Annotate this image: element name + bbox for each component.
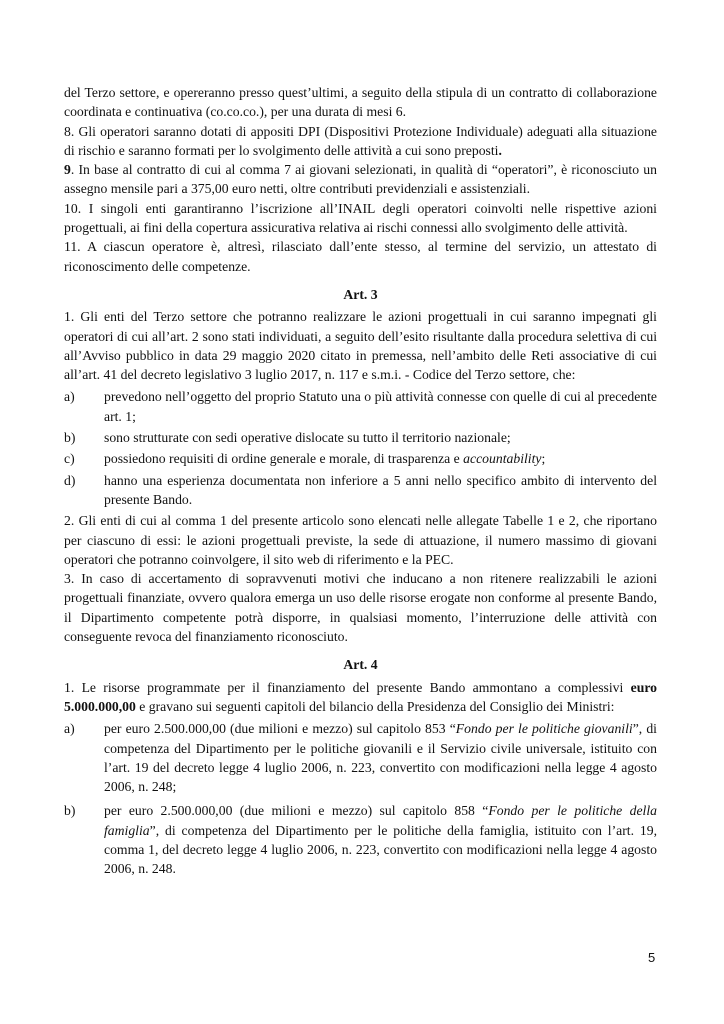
text-run: euro 5.000.000,00 [64,679,657,714]
text-run: 11. A ciascun operatore è, altresì, rilasciato dall’ente stesso, al termine del servizio, un attestato di riconoscimento delle competenze. [64,239,657,274]
page-number: 5 [648,950,656,965]
list-item [64,471,657,510]
list-item [64,428,657,447]
text-run: prevedono nell’oggetto del proprio Statuto una o più attività connesse con quelle di cui al precedente art. 1; [104,389,657,424]
intro-section [64,83,657,276]
intro-paragraph [64,199,657,238]
text-run: possiedono requisiti di ordine generale e morale, di trasparenza e [104,451,464,467]
text-run: e gravano sui seguenti capitoli del bilancio della Presidenza del Consiglio dei Ministri: [135,698,615,714]
text-run: . In base al contratto di cui al comma 7 ai giovani selezionati, in qualità di “operatori”, è riconosciuto un assegno mensile pari a 375,00 euro netti, oltre contributi previdenziali e assistenziali. [64,162,657,197]
list-item [64,449,657,468]
text-run: sono strutturate con sedi operative dislocate su tutto il territorio nazionale; [104,430,511,446]
intro-paragraph [64,237,657,276]
text-run: ”, di competenza del Dipartimento per le politiche della famiglia, istituito con l’art. 19, comma 1, del decreto legge 4 luglio 2006, n. 223, convertito con modificazioni nella legge 4 agosto 2006, n. 248. [104,822,657,877]
text-run: 1. Le risorse programmate per il finanziamento del presente Bando ammontano a complessivi [64,679,631,695]
list-item-label: b) [64,803,76,819]
text-run: per euro 2.500.000,00 (due milioni e mezzo) sul capitolo 858 “ [104,803,489,819]
list-item [64,801,657,878]
list-item-label: a) [64,721,75,737]
text-run: del Terzo settore, e opereranno presso quest’ultimi, a seguito della stipula di un contratto di collaborazione coordinata e continuativa (co.co.co.), per una durata di mesi 6. [64,85,657,120]
text-run: . [498,142,502,158]
list-item [64,719,657,796]
text-run: per euro 2.500.000,00 (due milioni e mezzo) sul capitolo 853 “ [104,721,456,737]
text-run: 9 [64,162,71,178]
art3-paragraph-1: 1. Gli enti del Terzo settore che potranno realizzare le azioni progettuali in cui saranno impegnati gli operatori di cui all’art. 2 sono stati individuati, a seguito dell’esito risultante dalla procedura selettiva di cui all’Avviso pubblico in data 29 maggio 2020 citato in premessa, nell’ambito delle Reti associative di cui all’art. 41 del decreto legislativo 3 luglio 2017, n. 117 e s.m.i. - Codice del Terzo settore, che: [64,309,657,383]
list-item-label: d) [64,472,76,488]
art3-paragraph-2: 2. Gli enti di cui al comma 1 del presente articolo sono elencati nelle allegate Tabelle 1 e 2, che riportano per ciascuno di essi: le azioni progettuali previste, la sede di attuazione, il numero massimo di giovani operatori che potranno coinvolgere, il sito web di riferimento e la PEC. [64,513,657,567]
intro-paragraph [64,122,657,161]
list-item-label: a) [64,389,75,405]
art4-paragraph-1 [64,678,657,717]
text-run: ”, di competenza del Dipartimento per le politiche giovanili e il Servizio civile universale, istituito con l’art. 19 del decreto legge 4 luglio 2006, n. 223, convertito con modificazioni nella legge 4 agosto 2006, n. 248; [104,721,657,795]
text-run: accountability [463,451,542,467]
art3-heading: Art. 3 [343,286,378,302]
text-run: 10. I singoli enti garantiranno l’iscrizione all’INAIL degli operatori coinvolti nelle rispettive azioni progettuali, ai fini della copertura assicurativa relativa ai rischi connessi allo svolgimento delle attività. [64,200,657,236]
list-item [64,387,657,426]
list-item-text [104,801,657,878]
list-item-text [104,449,657,468]
art4-heading: Art. 4 [343,657,378,673]
text-run: Fondo per le politiche della famiglia [104,803,658,838]
intro-paragraph [64,160,657,199]
list-item-label: b) [64,430,76,446]
list-item-text [104,719,657,796]
list-item-text [104,428,657,447]
art3-requirements-list [64,387,657,509]
list-item-label: c) [64,451,75,467]
intro-paragraph [64,83,657,122]
list-item-text [104,387,657,426]
text-run: ; [541,451,546,467]
art3-paragraph-3: 3. In caso di accertamento di sopravvenuti motivi che inducano a non ritenere realizzabili le azioni progettuali finanziate, ovvero qualora emerga un uso delle risorse erogate non conforme al presente Bando, il Dipartimento competente potrà disporre, in qualsiasi momento, l’interruzione delle attività con conseguente revoca del finanziamento riconosciuto. [64,571,657,645]
text-run: hanno una esperienza documentata non inferiore a 5 anni nello specifico ambito di intervento del presente Bando. [104,472,657,507]
art4-funding-list [64,719,657,878]
text-run: Fondo per le politiche giovanili [455,721,633,737]
text-run: 8. Gli operatori saranno dotati di appositi DPI (Dispositivi Protezione Individuale) adeguati alla situazione di rischio e saranno formati per lo svolgimento delle attività a cui sono preposti [64,123,657,158]
list-item-text [104,471,657,510]
page-body [64,83,657,884]
